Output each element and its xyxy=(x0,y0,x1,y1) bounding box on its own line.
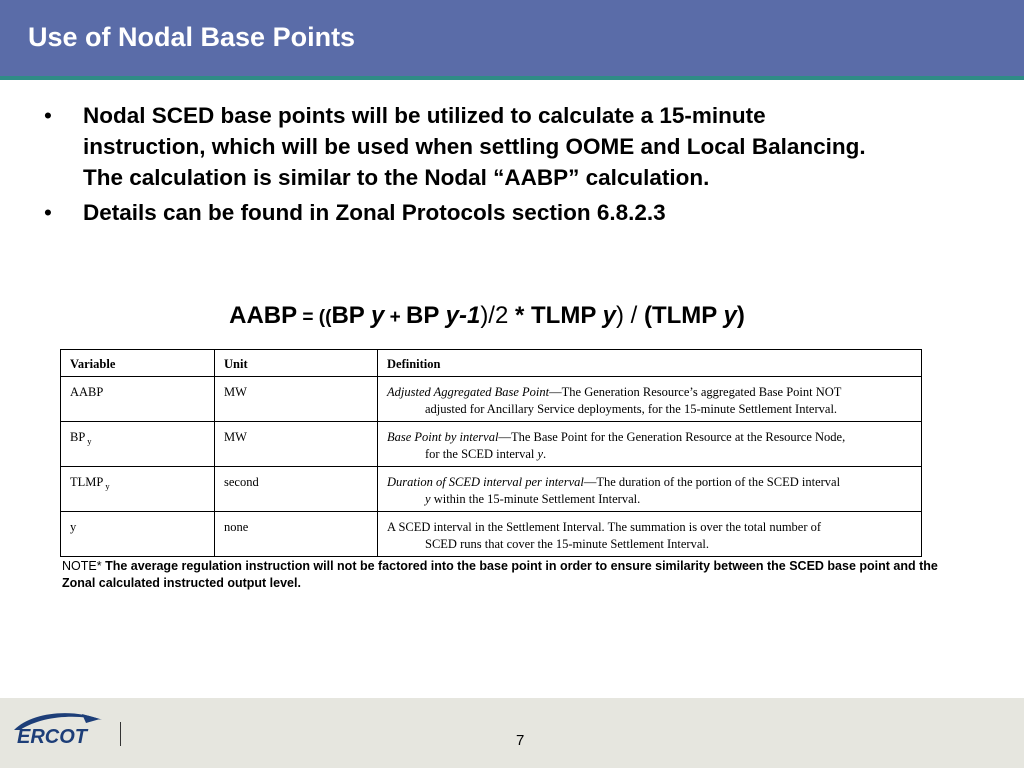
footer-divider xyxy=(120,722,121,746)
slide-title: Use of Nodal Base Points xyxy=(28,22,356,52)
cell-definition: Base Point by interval—The Base Point for the Generation Resource at the Resource Node, for the SCED interval y. xyxy=(378,422,922,467)
header-variable: Variable xyxy=(61,350,215,377)
cell-unit: MW xyxy=(215,377,378,422)
bullet-item xyxy=(40,197,880,228)
variable-table xyxy=(60,349,922,557)
table-header-row xyxy=(61,350,922,377)
bullet-text: Details can be found in Zonal Protocols section 6.8.2.3 xyxy=(83,200,666,225)
header-definition: Definition xyxy=(378,350,922,377)
table-row xyxy=(61,467,922,512)
bullet-list xyxy=(40,100,880,232)
cell-unit: none xyxy=(215,512,378,557)
page-number: 7 xyxy=(516,732,525,749)
cell-variable: y xyxy=(61,512,215,557)
bullet-item xyxy=(40,100,880,193)
cell-variable: BP $_y$ xyxy=(61,422,215,467)
cell-unit: MW xyxy=(215,422,378,467)
title-bar-rule xyxy=(0,76,1024,80)
bullet-dot: • xyxy=(44,200,52,225)
cell-variable: AABP xyxy=(61,377,215,422)
table-row xyxy=(61,512,922,557)
note-text: The average regulation instruction will not be factored into the base point in order to ensure similarity between the SCED base point and the Zonal calculated instructed output level. xyxy=(62,559,938,590)
cell-definition: Duration of SCED interval per interval—The duration of the portion of the SCED interval y within the 15-minute Settlement Interval. xyxy=(378,467,922,512)
header-unit: Unit xyxy=(215,350,378,377)
ercot-logo-text: ERCOT xyxy=(17,726,87,748)
note-label: NOTE* xyxy=(62,559,106,573)
table-row xyxy=(61,422,922,467)
footer-bar xyxy=(0,698,1024,768)
cell-unit: second xyxy=(215,467,378,512)
bullet-text: Nodal SCED base points will be utilized to calculate a 15-minute instruction, which will be used when settling OOME and Local Balancing. The calculation is similar to the Nodal “AABP” calculation. xyxy=(83,103,866,190)
table-row xyxy=(61,377,922,422)
bullet-dot: • xyxy=(44,103,52,128)
footnote xyxy=(62,558,942,592)
cell-definition: Adjusted Aggregated Base Point—The Generation Resource’s aggregated Base Point NOT adjusted for Ancillary Service deployments, for the 15-minute Settlement Interval. xyxy=(378,377,922,422)
aabp-formula: AABP = ((BP y + BP y-1)/2 * TLMP y) / (TLMP y) xyxy=(229,302,745,329)
cell-variable: TLMP $_y$ xyxy=(61,467,215,512)
cell-definition: A SCED interval in the Settlement Interval. The summation is over the total number of SCED runs that cover the 15-minute Settlement Interval. xyxy=(378,512,922,557)
